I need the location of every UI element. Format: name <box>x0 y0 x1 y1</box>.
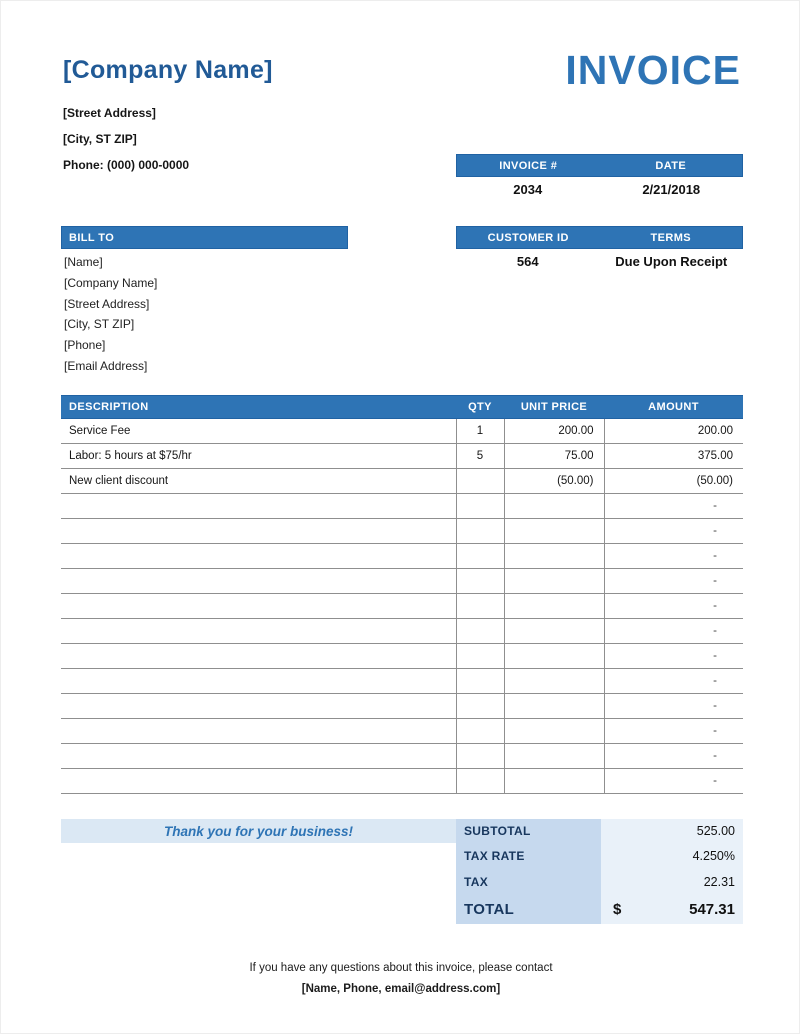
tax-rate-row <box>456 843 743 869</box>
item-unit-price <box>504 519 604 544</box>
subtotal-value: 525.00 <box>601 819 743 843</box>
empty-amount-placeholder: - <box>713 525 717 537</box>
invoice-number-header: INVOICE # <box>499 159 558 172</box>
customer-id-header: CUSTOMER ID <box>487 231 569 244</box>
empty-amount-placeholder: - <box>713 500 717 512</box>
table-row-empty <box>61 494 743 519</box>
empty-amount-placeholder: - <box>713 650 717 662</box>
company-address <box>63 100 189 178</box>
customer-meta-values <box>456 249 743 274</box>
item-unit-price: 200.00 <box>504 419 604 444</box>
bill-to-line: [City, ST ZIP] <box>64 317 135 332</box>
currency-symbol: $ <box>613 901 622 918</box>
contact-note <box>1 958 800 1000</box>
tax-row <box>456 869 743 895</box>
item-unit-price <box>504 644 604 669</box>
table-row-empty <box>61 769 743 794</box>
item-qty <box>456 669 504 694</box>
table-row-empty <box>61 519 743 544</box>
customer-id-value: 564 <box>516 254 539 269</box>
table-row <box>61 469 743 494</box>
item-unit-price <box>504 619 604 644</box>
bill-to-lines <box>64 252 157 377</box>
item-amount <box>604 719 743 744</box>
company-address-line: [Street Address] <box>63 106 156 120</box>
invoice-date-value: 2/21/2018 <box>642 182 701 197</box>
item-description: New client discount <box>61 469 456 494</box>
item-description: Service Fee <box>61 419 456 444</box>
item-amount <box>604 494 743 519</box>
item-description <box>61 769 456 794</box>
item-description <box>61 719 456 744</box>
item-amount <box>604 594 743 619</box>
bill-to-header: BILL TO <box>69 231 115 244</box>
empty-amount-placeholder: - <box>713 575 717 587</box>
item-description: Labor: 5 hours at $75/hr <box>61 444 456 469</box>
item-description <box>61 694 456 719</box>
item-unit-price: (50.00) <box>504 469 604 494</box>
customer-meta-header-bar <box>456 226 743 249</box>
item-amount: 200.00 <box>604 419 743 444</box>
table-row <box>61 444 743 469</box>
item-amount <box>604 694 743 719</box>
subtotal-label: SUBTOTAL <box>456 819 601 843</box>
item-amount: (50.00) <box>604 469 743 494</box>
description-column-header: DESCRIPTION <box>61 396 456 419</box>
item-qty <box>456 569 504 594</box>
item-qty <box>456 519 504 544</box>
item-description <box>61 569 456 594</box>
item-qty <box>456 644 504 669</box>
empty-amount-placeholder: - <box>713 700 717 712</box>
item-amount <box>604 519 743 544</box>
table-row-empty <box>61 619 743 644</box>
table-row-empty <box>61 669 743 694</box>
total-value: 547.31 <box>689 901 735 918</box>
item-qty <box>456 594 504 619</box>
empty-amount-placeholder: - <box>713 750 717 762</box>
item-qty <box>456 494 504 519</box>
item-unit-price <box>504 669 604 694</box>
item-qty <box>456 619 504 644</box>
empty-amount-placeholder: - <box>713 675 717 687</box>
item-description <box>61 544 456 569</box>
item-amount <box>604 619 743 644</box>
item-qty <box>456 469 504 494</box>
item-qty: 1 <box>456 419 504 444</box>
item-unit-price <box>504 569 604 594</box>
total-value-cell <box>601 895 743 924</box>
item-qty <box>456 694 504 719</box>
bill-to-line: [Company Name] <box>64 275 158 290</box>
thank-you-message: Thank you for your business! <box>61 819 456 843</box>
item-unit-price <box>504 694 604 719</box>
subtotal-row <box>456 819 743 843</box>
company-address-line: Phone: (000) 000-0000 <box>63 158 190 172</box>
item-description <box>61 744 456 769</box>
company-name: [Company Name] <box>63 56 273 84</box>
tax-value: 22.31 <box>601 869 743 895</box>
table-row-empty <box>61 569 743 594</box>
invoice-date-header: DATE <box>655 159 687 172</box>
item-unit-price <box>504 494 604 519</box>
invoice-meta-header-bar <box>456 154 743 177</box>
item-qty <box>456 544 504 569</box>
customer-meta-block <box>456 226 743 274</box>
company-address-line: [City, ST ZIP] <box>63 132 137 146</box>
contact-line2: [Name, Phone, email@address.com] <box>301 983 501 995</box>
item-unit-price <box>504 769 604 794</box>
contact-line1: If you have any questions about this invoice, please contact <box>249 962 553 974</box>
item-amount <box>604 769 743 794</box>
total-label: TOTAL <box>456 895 601 924</box>
empty-amount-placeholder: - <box>713 625 717 637</box>
item-amount: 375.00 <box>604 444 743 469</box>
item-description <box>61 494 456 519</box>
empty-amount-placeholder: - <box>713 775 717 787</box>
item-unit-price <box>504 594 604 619</box>
item-qty <box>456 719 504 744</box>
empty-amount-placeholder: - <box>713 600 717 612</box>
table-row-empty <box>61 594 743 619</box>
table-row-empty <box>61 644 743 669</box>
invoice-meta-values <box>456 177 743 202</box>
page-title: INVOICE <box>565 47 741 93</box>
item-unit-price: 75.00 <box>504 444 604 469</box>
item-description <box>61 594 456 619</box>
bill-to-line: [Name] <box>64 255 103 269</box>
qty-column-header: QTY <box>456 396 504 419</box>
empty-amount-placeholder: - <box>713 725 717 737</box>
line-items-table <box>61 395 743 794</box>
item-amount <box>604 569 743 594</box>
terms-value: Due Upon Receipt <box>615 254 728 269</box>
bill-to-header-bar <box>61 226 348 249</box>
item-amount <box>604 744 743 769</box>
table-row-empty <box>61 744 743 769</box>
invoice-meta-block <box>456 154 743 202</box>
invoice-number-value: 2034 <box>513 182 543 197</box>
amount-column-header: AMOUNT <box>604 396 743 419</box>
item-amount <box>604 544 743 569</box>
terms-header: TERMS <box>650 231 691 244</box>
table-row-empty <box>61 719 743 744</box>
item-unit-price <box>504 719 604 744</box>
totals-block <box>456 819 743 924</box>
total-row <box>456 895 743 924</box>
bill-to-line: [Phone] <box>64 338 106 353</box>
table-row <box>61 419 743 444</box>
unit-price-column-header: UNIT PRICE <box>504 396 604 419</box>
item-amount <box>604 644 743 669</box>
item-qty <box>456 769 504 794</box>
item-qty: 5 <box>456 444 504 469</box>
item-amount <box>604 669 743 694</box>
tax-rate-value: 4.250% <box>601 843 743 869</box>
table-header-row <box>61 396 743 419</box>
empty-amount-placeholder: - <box>713 550 717 562</box>
tax-label: TAX <box>456 869 601 895</box>
item-description <box>61 644 456 669</box>
item-description <box>61 669 456 694</box>
item-unit-price <box>504 544 604 569</box>
bill-to-line: [Street Address] <box>64 296 150 311</box>
item-qty <box>456 744 504 769</box>
bill-to-line: [Email Address] <box>64 358 148 373</box>
table-row-empty <box>61 544 743 569</box>
item-description <box>61 619 456 644</box>
tax-rate-label: TAX RATE <box>456 843 601 869</box>
item-description <box>61 519 456 544</box>
table-row-empty <box>61 694 743 719</box>
item-unit-price <box>504 744 604 769</box>
